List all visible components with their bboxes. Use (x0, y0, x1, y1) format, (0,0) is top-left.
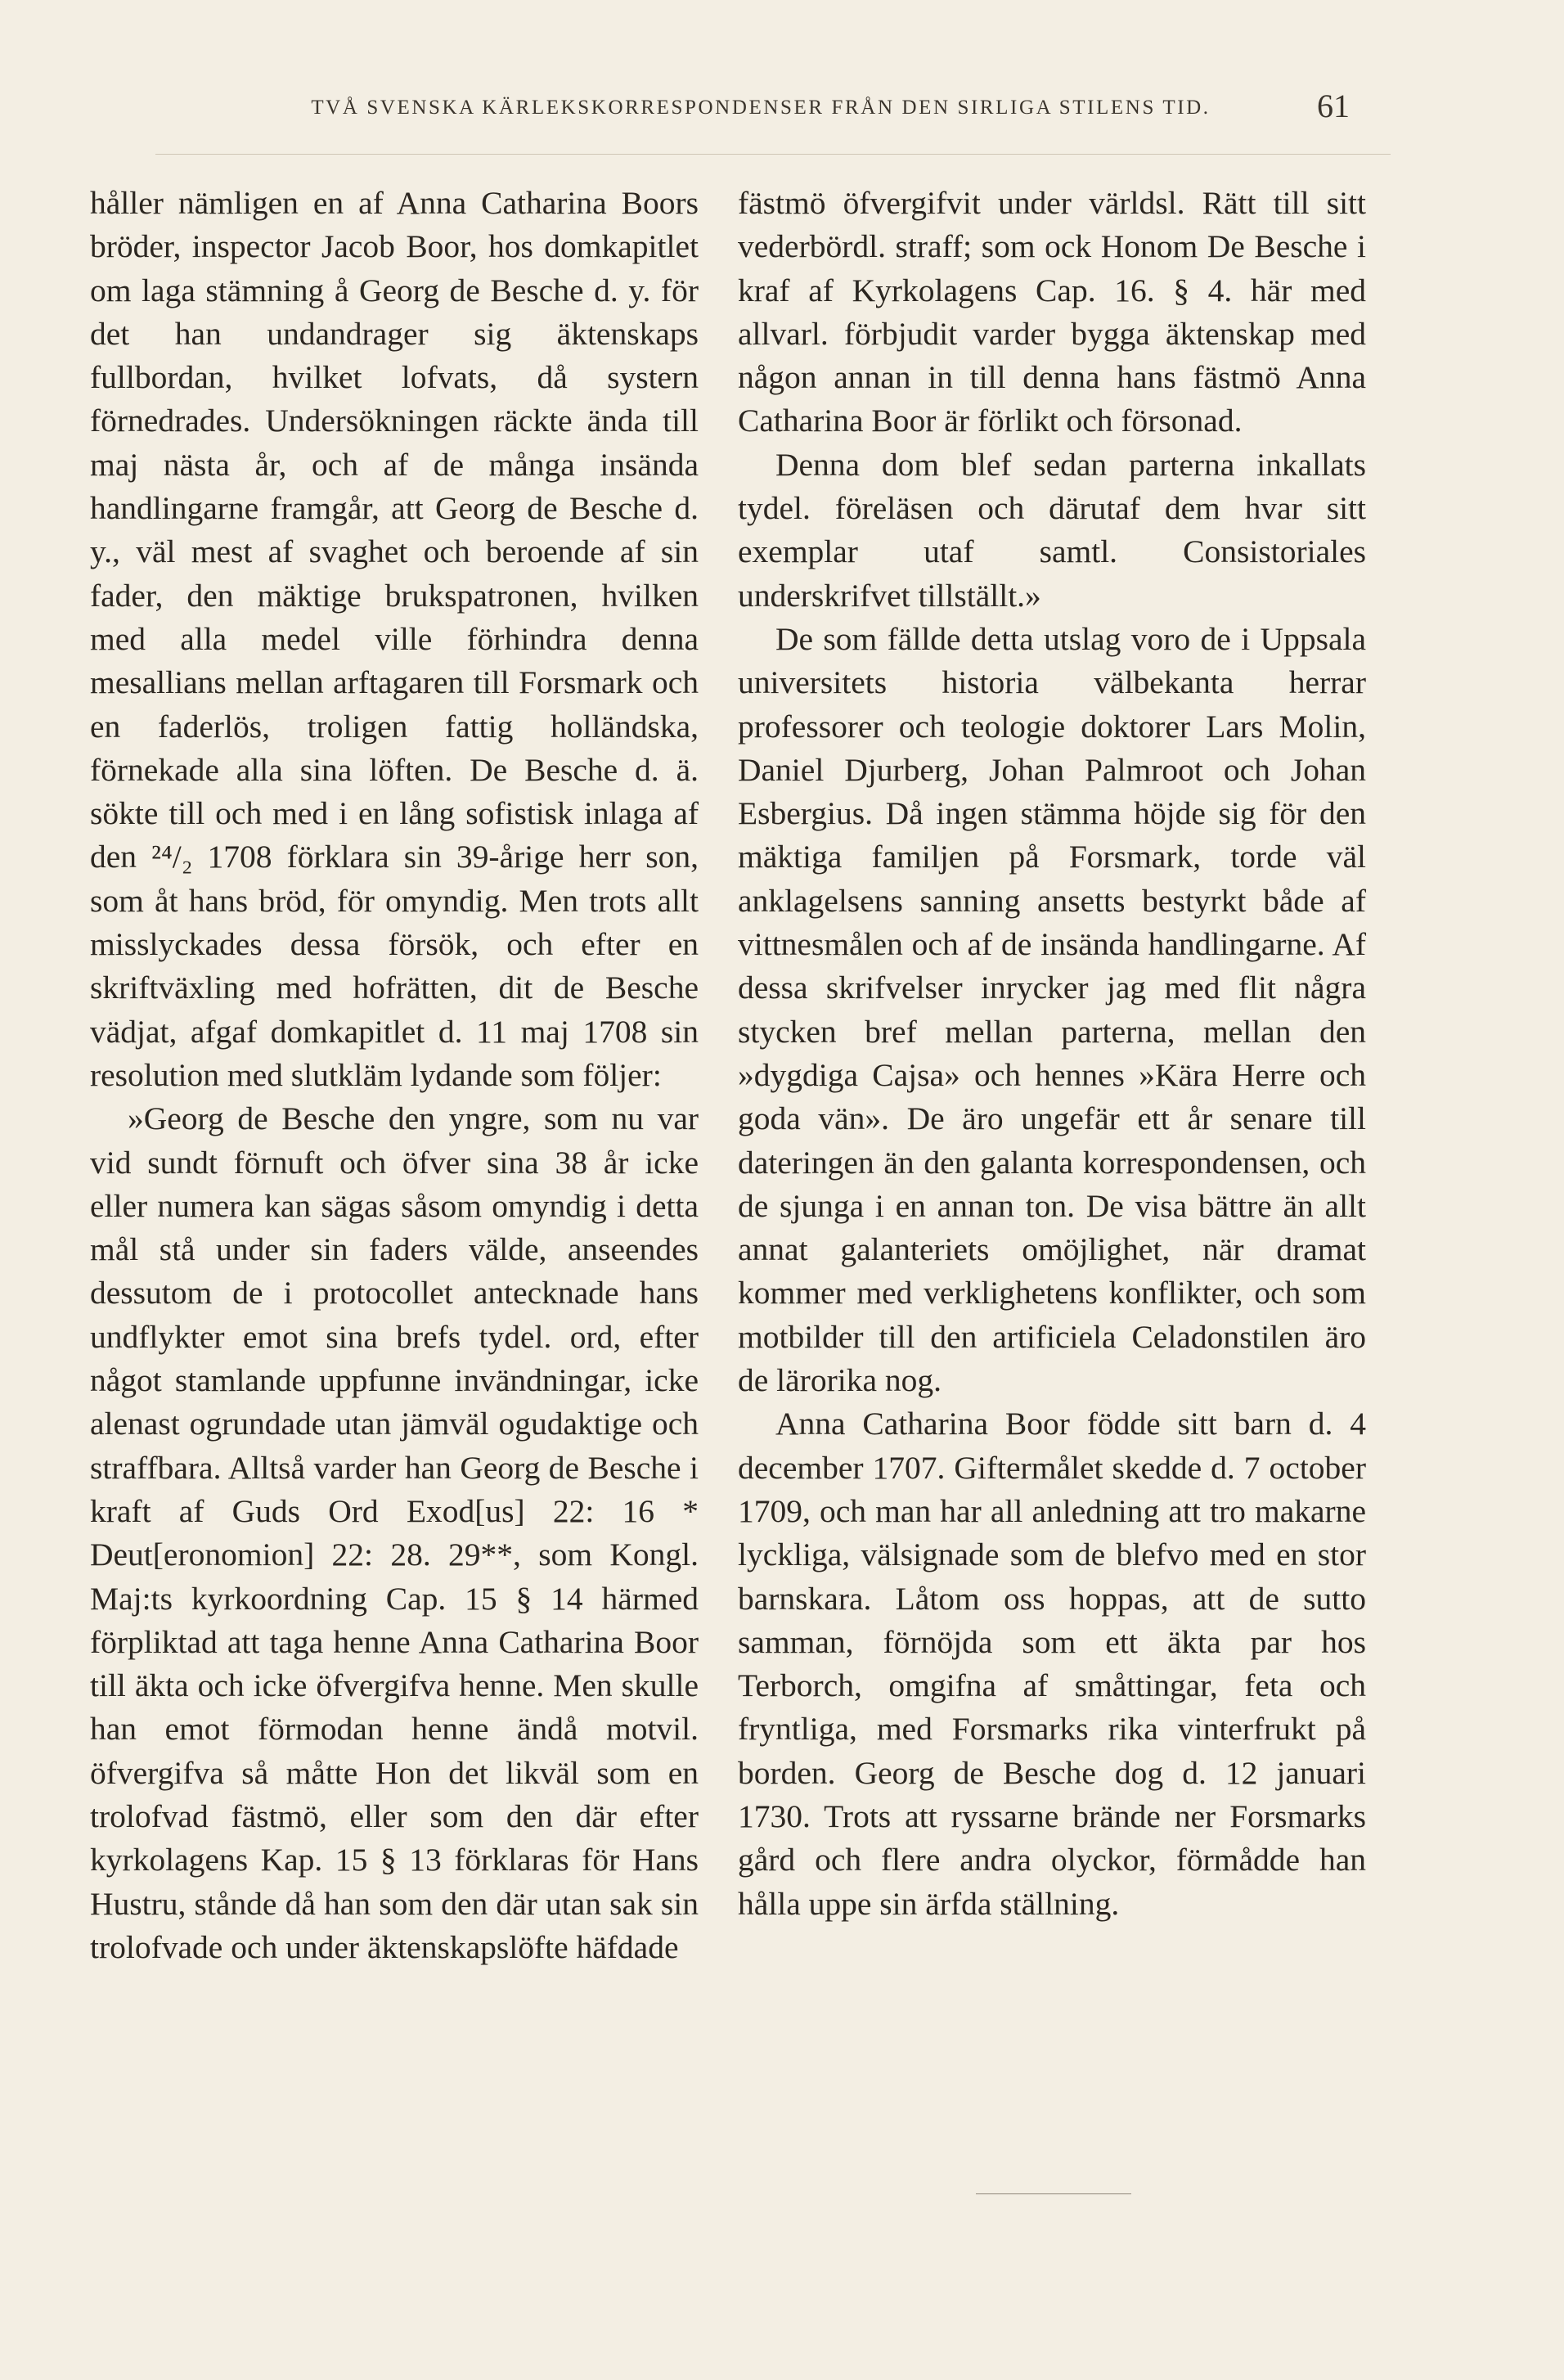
paragraph-quote: »Georg de Besche den yngre, som nu var vid sundt förnuft och öfver sina 38 år icke eller numera kan sägas såsom omyndig i detta mål stå under sin faders välde, anseendes dessutom de i protocollet antecknade hans undflykter emot sina brefs tydel. ord, efter något stamlande uppfunne invändningar, icke alenast ogrundade utan jämväl ogudaktige och straffbara. Alltså varder han Georg de Besche i kraft af Guds Ord Exod[us] 22: 16 * Deut[eronomion] 22: 28. 29**, som Kongl. Maj:ts kyrkoordning Cap. 15 § 14 härmed förpliktad att taga henne Anna Catharina Boor till äkta och icke öfvergifva henne. Men skulle han emot förmodan henne ändå motvil. öfvergifva så måtte Hon det likväl som en trolofvad fästmö, eller som den där efter kyrkolagens Kap. 15 § 13 förklaras för Hans Hustru, stånde då han som den där utan sak sin trolofvade och under äktenskapslöfte häfdade (90, 1100, 699, 1965)
paragraph: håller nämligen en af Anna Catharina Boors bröder, inspector Jacob Boor, hos domkapitlet om laga stämning å Georg de Besche d. y. för det han undandrager sig äktenskaps fullbordan, hvilket lofvats, då systern förnedrades. Undersökningen räckte ända till maj nästa år, och af de många insända handlingarne framgår, att Georg de Besche d. y., väl mest af svaghet och beroende af sin fader, den mäktige brukspatronen, hvilken med alla medel ville förhindra denna mesallians mellan arftagaren till Forsmark och en faderlös, troligen fattig holländska, förnekade alla sina löften. De Besche d. ä. sökte till och med i en lång sofistisk inlaga af den ²⁴/₂ 1708 förklara sin 39-årige herr son, som åt hans bröd, för omyndig. Men trots allt misslyckades dessa försök, och efter en skriftväxling med hofrätten, dit de Besche vädjat, afgaf domkapitlet d. 11 maj 1708 sin resolution med slutkläm lydande som följer: (90, 185, 699, 1093)
end-rule (976, 2193, 1131, 2194)
running-title: TVÅ SVENSKA KÄRLEKSKORRESPONDENSER FRÅN DEN SIRLIGA STILENS TID. (311, 97, 1211, 119)
header-rule (155, 154, 1391, 155)
paragraph: Denna dom blef sedan parterna inkallats tydel. föreläsen och därutaf dem hvar sitt exemplar utaf samtl. Consistoriales underskrifvet tillställt.» (738, 446, 1366, 614)
left-column (90, 182, 699, 1969)
right-column (738, 182, 1366, 1926)
page-number: 61 (1317, 88, 1350, 124)
paragraph-quote-continued: fästmö öfvergifvit under världsl. Rätt till sitt vederbördl. straff; som ock Honom De Besche i kraf af Kyrkolagens Cap. 16. § 4. här med allvarl. förbjudit varder bygga äktenskap med någon annan in till denna hans fästmö Anna Catharina Boor är förlikt och försonad. (738, 185, 1366, 439)
paragraph: De som fällde detta utslag voro de i Uppsala universitets historia välbekanta herrar professorer och teologie doktorer Lars Molin, Daniel Djurberg, Johan Palmroot och Johan Esbergius. Då ingen stämma höjde sig för den mäktiga familjen på Forsmark, torde väl anklagelsens sanning ansetts bestyrkt både af vittnesmålen och af de insända handlingarne. Af dessa skrifvelser inrycker jag med flit några stycken bref mellan parterna, mellan den »dygdiga Cajsa» och hennes »Kära Herre och goda vän». De äro ungefär ett år senare till dateringen än den galanta korrespondensen, och de sjunga i en annan ton. De visa bättre än allt annat galanteriets omöjlighet, när dramat kommer med verklighetens konflikter, och som motbilder till den artificiela Celadonstilen äro de lärorika nog. (738, 620, 1366, 1399)
paragraph: Anna Catharina Boor födde sitt barn d. 4 december 1707. Giftermålet skedde d. 7 october 1709, och man har all anledning att tro makarne lyckliga, välsignade som de blefvo med en stor barnskara. Låtom oss hoppas, att de sutto samman, förnöjda som ett äkta par hos Terborch, omgifna af småttingar, feta och fryntliga, med Forsmarks rika vinterfrukt på borden. Georg de Besche dog d. 12 januari 1730. Trots att ryssarne brände ner Forsmarks gård och flere andra olyckor, förmådde han hålla uppe sin ärfda ställning. (738, 1406, 1366, 1922)
